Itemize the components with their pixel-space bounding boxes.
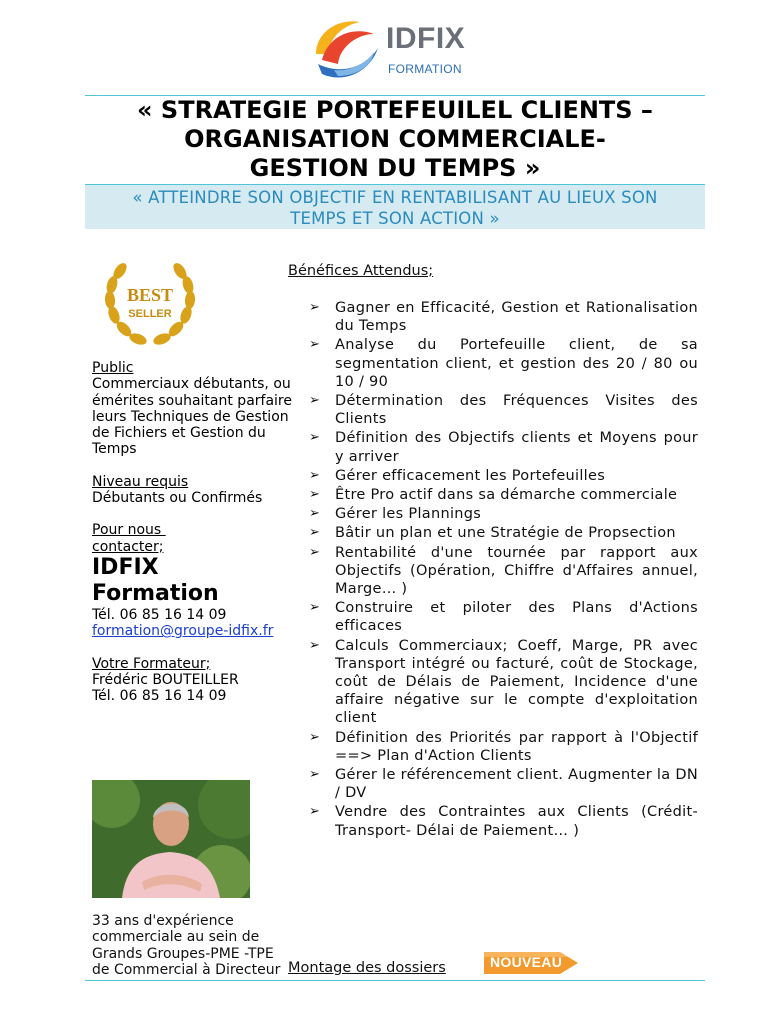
arrow-bullet-icon: ➢ bbox=[309, 487, 321, 503]
benefits-list bbox=[309, 299, 698, 841]
public-text: Commerciaux débutants, ou émérites souhaitant parfaire leurs Techniques de Gestion de Fichiers et Gestion du Temps bbox=[92, 376, 292, 458]
list-item: ➢ Définition des Objectifs clients et Moyens pour y arriver bbox=[309, 430, 698, 465]
arrow-bullet-icon: ➢ bbox=[309, 525, 321, 541]
trainer-experience bbox=[92, 913, 307, 978]
logo-brand: IDFIX bbox=[386, 22, 466, 55]
list-item: ➢ Être Pro actif dans sa démarche commerciale bbox=[309, 487, 678, 504]
arrow-bullet-icon: ➢ bbox=[309, 430, 321, 446]
title-line-3: GESTION DU TEMPS » bbox=[249, 154, 541, 182]
trainer-photo bbox=[92, 780, 250, 898]
nouveau-badge bbox=[484, 950, 579, 976]
arrow-bullet-icon: ➢ bbox=[309, 767, 321, 783]
company-name-1: IDFIX bbox=[92, 554, 159, 580]
experience-line: de Commercial à Directeur bbox=[92, 961, 281, 978]
experience-line: 33 ans d'expérience bbox=[92, 913, 234, 929]
contact-phone: Tél. 06 85 16 14 09 bbox=[92, 606, 227, 623]
bottom-rule bbox=[85, 980, 705, 981]
arrow-bullet-icon: ➢ bbox=[309, 637, 321, 653]
laurel-wreath-icon bbox=[100, 255, 200, 351]
subtitle-line-2: TEMPS ET SON ACTION » bbox=[290, 209, 500, 228]
nouveau-label: NOUVEAU bbox=[490, 954, 563, 970]
public-label: Public bbox=[92, 360, 134, 376]
arrow-bullet-icon: ➢ bbox=[309, 804, 321, 820]
arrow-bullet-icon: ➢ bbox=[309, 337, 321, 353]
list-item: ➢ Calculs Commerciaux; Coeff, Marge, PR avec Transport intégré ou facturé, coût de Stockage, coût de Délais de Paiement, Incidence d'une affaire négative sur le compte d'exploitation client bbox=[309, 637, 698, 727]
list-item: ➢ Gagner en Efficacité, Gestion et Rationalisation du Temps bbox=[309, 300, 698, 335]
experience-line: Grands Groupes-PME -TPE bbox=[92, 945, 274, 962]
list-item: ➢ Rentabilité d'une tournée par rapport aux Objectifs (Opération, Chiffre d'Affaires annuel, Marge… ) bbox=[309, 544, 698, 598]
logo-subtitle: FORMATION bbox=[388, 62, 462, 76]
arrow-bullet-icon: ➢ bbox=[309, 729, 321, 745]
experience-line: commerciale au sein de bbox=[92, 929, 260, 946]
company-name-2: Formation bbox=[92, 580, 219, 606]
montage-dossiers: Montage des dossiers bbox=[288, 960, 446, 976]
list-item: ➢ Gérer efficacement les Portefeuilles bbox=[309, 467, 606, 484]
list-item: ➢ Détermination des Fréquences Visites des Clients bbox=[309, 393, 698, 428]
arrow-bullet-icon: ➢ bbox=[309, 393, 321, 409]
contact-label-1: Pour nous bbox=[92, 522, 166, 539]
list-item: ➢ Gérer le référencement client. Augmenter la DN / DV bbox=[309, 767, 698, 802]
benefits-title: Bénéfices Attendus; bbox=[288, 263, 434, 279]
list-item: ➢ Construire et piloter des Plans d'Actions efficaces bbox=[309, 600, 698, 635]
title-line-2: ORGANISATION COMMERCIALE- bbox=[184, 125, 606, 153]
list-item: ➢ Analyse du Portefeuille client, de sa segmentation client, et gestion des 20 / 80 ou 10 / 90 bbox=[309, 337, 698, 390]
arrow-bullet-icon: ➢ bbox=[309, 544, 321, 560]
arrow-bullet-icon: ➢ bbox=[309, 600, 321, 616]
badge-line-1: BEST bbox=[126, 285, 174, 305]
arrow-bullet-icon: ➢ bbox=[309, 506, 321, 522]
trainer-name: Frédéric BOUTEILLER bbox=[92, 671, 239, 688]
niveau-text: Débutants ou Confirmés bbox=[92, 490, 263, 507]
list-item: ➢ Bâtir un plan et une Stratégie de Propsection bbox=[309, 525, 676, 542]
logo-swirl-icon bbox=[308, 14, 386, 84]
badge-line-2: SELLER bbox=[128, 308, 172, 320]
niveau-label: Niveau requis bbox=[92, 473, 189, 490]
left-column bbox=[92, 360, 307, 704]
subtitle bbox=[90, 187, 700, 229]
page-title bbox=[85, 96, 705, 183]
trainer-phone: Tél. 06 85 16 14 09 bbox=[92, 688, 227, 705]
best-seller-badge bbox=[100, 255, 200, 351]
list-item: ➢ Gérer les Plannings bbox=[309, 506, 482, 523]
trainer-label: Votre Formateur; bbox=[92, 655, 211, 672]
list-item: ➢ Définition des Priorités par rapport à l'Objectif ==> Plan d'Action Clients bbox=[309, 729, 698, 764]
arrow-bullet-icon: ➢ bbox=[309, 467, 321, 483]
arrow-bullet-icon: ➢ bbox=[309, 300, 321, 315]
title-line-1: « STRATEGIE PORTEFEUILEL CLIENTS – bbox=[137, 96, 653, 124]
idfix-logo bbox=[308, 14, 468, 84]
contact-label-2: contacter; bbox=[92, 538, 164, 555]
contact-email-link[interactable]: formation@groupe-idfix.fr bbox=[92, 623, 274, 640]
subtitle-line-1: « ATTEINDRE SON OBJECTIF EN RENTABILISANT AU LIEUX SON bbox=[132, 188, 658, 207]
list-item: ➢ Vendre des Contraintes aux Clients (Crédit- Transport- Délai de Paiement… ) bbox=[309, 804, 698, 839]
